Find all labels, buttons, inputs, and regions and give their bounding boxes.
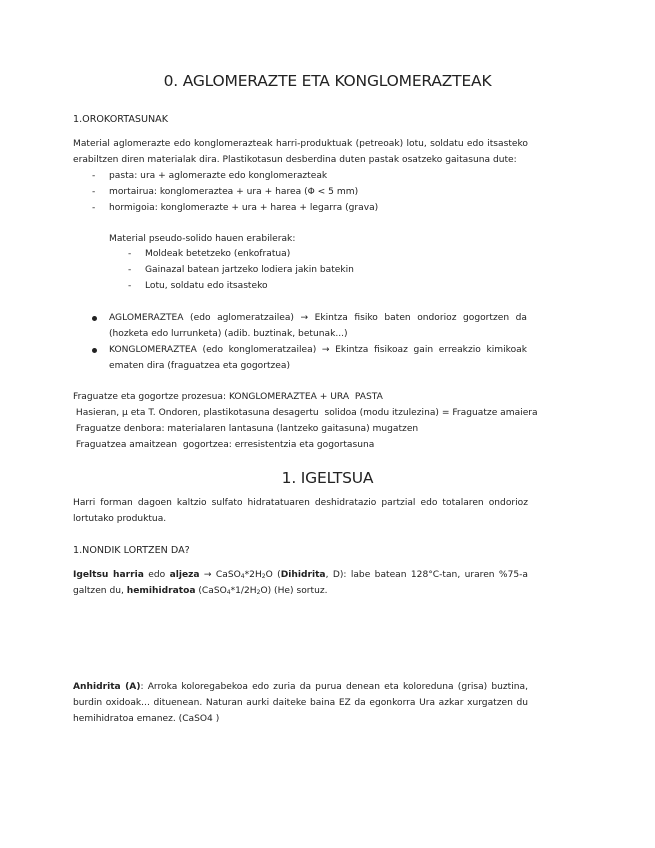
- list-item: pasta: ura + aglomerazte edo konglomerazteak: [109, 171, 328, 181]
- pseudo-solid-heading: Material pseudo-solido hauen erabilerak:: [109, 234, 296, 244]
- dash-bullet: -: [92, 171, 96, 181]
- list-item: mortairua: konglomeraztea + ura + harea (Φ < 5 mm): [109, 187, 359, 197]
- term-aljeza: aljeza: [169, 570, 200, 580]
- igeltsu-intro-paragraph: Harri forman dagoen kaltzio sulfato hidratatuaren deshidratazio partzial edo totalaren ondorioz lortutako produktua.: [73, 498, 528, 524]
- section-title-igeltsua: 1. IGELTSUA: [281, 469, 374, 487]
- page-title: 0. AGLOMERAZTE ETA KONGLOMERAZTEAK: [163, 72, 492, 90]
- section-heading-nondik: 1.NONDIK LORTZEN DA?: [73, 545, 190, 556]
- bullet-dot: [92, 348, 97, 353]
- igeltsu-harria-paragraph: Igeltsu harria edo aljeza → $CaSO_4*2H_2O$ (Dihidrita, D): labe batean 128°C-tan, uraren %75-a galtzen du, hemihidratoa $(CaSO_4*1/2H_2O)$ (He) sortuz.: [73, 570, 528, 596]
- term-hemihidratoa: hemihidratoa: [126, 586, 196, 596]
- section-heading-orokortasunak: 1.OROKORTASUNAK: [73, 114, 169, 125]
- list-item: Lotu, soldatu edo itsasteko: [145, 281, 268, 291]
- list-item: Moldeak betetzeko (enkofratua): [145, 249, 291, 259]
- process-line: Fraguatze eta gogortze prozesua: KONGLOMERAZTEA + URA PASTA: [73, 392, 383, 402]
- term-anhidrita: Anhidrita (A): [73, 682, 141, 692]
- anhidrita-paragraph: Anhidrita (A): Arroka koloregabekoa edo zuria da purua denean eta koloreduna (grisa) buztina, burdin oxidoak... dituenean. Naturan aurki daiteke baina EZ da egonkorra Ura azkar xurgatzen du hemihidratoa emanez. (CaSO4 ): [73, 682, 528, 724]
- term-igeltsu-harria: Igeltsu harria: [73, 570, 144, 580]
- process-line: Hasieran, μ eta T. Ondoren, plastikotasuna desagertu solidoa (modu itzulezina) = Fraguatze amaiera: [73, 408, 538, 418]
- dash-bullet: -: [92, 203, 96, 213]
- dash-bullet: -: [92, 187, 96, 197]
- bullet-item-aglomeraztea: AGLOMERAZTEA (edo aglomeratzailea) → Ekintza fisiko baten ondorioz gogortzen da (hozketa edo lurrunketa) (adib. buztinak, betunak...): [109, 313, 527, 339]
- list-item: Gainazal batean jartzeko lodiera jakin batekin: [145, 265, 354, 275]
- dash-bullet: -: [128, 281, 132, 291]
- process-line: Fraguatze denbora: materialaren lantasuna (lantzeko gaitasuna) mugatzen: [73, 424, 419, 434]
- term-dihidrita: Dihidrita: [280, 570, 326, 580]
- bullet-item-konglomeraztea: KONGLOMERAZTEA (edo konglomeratzailea) → Ekintza fisikoaz gain erreakzio kimikoak ematen dira (fraguatzea eta gogortzea): [109, 345, 527, 371]
- bullet-dot: [92, 316, 97, 321]
- intro-paragraph: Material aglomerazte edo konglomerazteak harri-produktuak (petreoak) lotu, soldatu edo itsasteko erabiltzen diren materialak dira. Plastikotasun desberdina duten pastak osatzeko gaitasuna dute:: [73, 139, 528, 165]
- dash-bullet: -: [128, 265, 132, 275]
- list-item: hormigoia: konglomerazte + ura + harea + legarra (grava): [109, 203, 379, 213]
- process-line: Fraguatzea amaitzean gogortzea: erresistentzia eta gogortasuna: [73, 440, 375, 450]
- dash-bullet: -: [128, 249, 132, 259]
